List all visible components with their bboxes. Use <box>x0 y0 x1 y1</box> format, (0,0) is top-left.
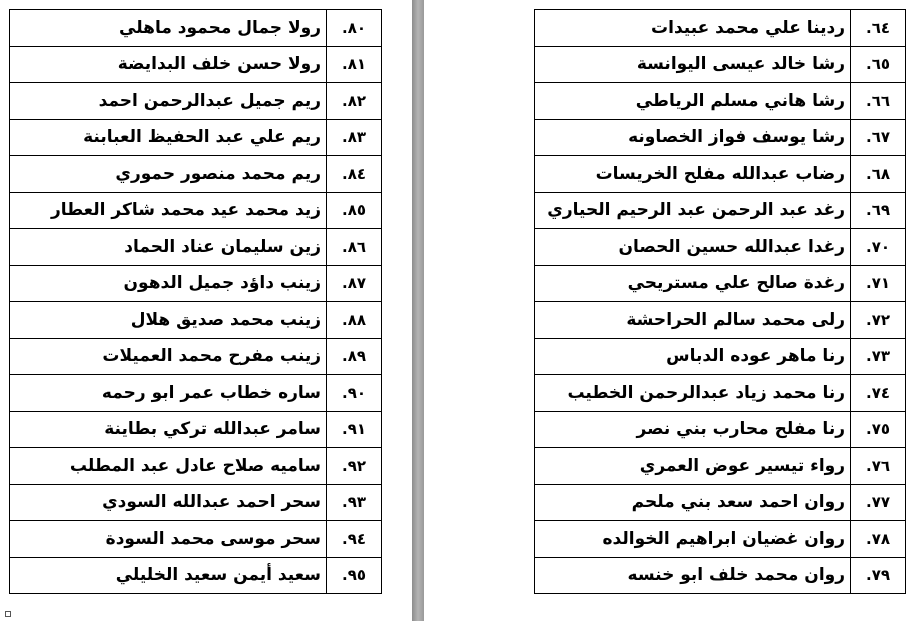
student-name: ساره خطاب عمر ابو رحمه <box>10 375 327 412</box>
row-number: ٧٧. <box>851 484 906 521</box>
row-number: ٧٤. <box>851 375 906 412</box>
table-row <box>535 484 906 521</box>
row-number: ٧٥. <box>851 411 906 448</box>
student-name: رنا مفلح محارب بني نصر <box>535 411 851 448</box>
student-name: زين سليمان عناد الحماد <box>10 229 327 266</box>
table-row <box>10 448 382 485</box>
row-number: ٨٨. <box>327 302 382 339</box>
student-name: رواء تيسير عوض العمري <box>535 448 851 485</box>
row-number: ٦٩. <box>851 192 906 229</box>
table-row <box>535 229 906 266</box>
row-number: ٧٨. <box>851 521 906 558</box>
student-name: زيد محمد عيد محمد شاكر العطار <box>10 192 327 229</box>
student-name: زينب مفرح محمد العميلات <box>10 338 327 375</box>
row-number: ٧٠. <box>851 229 906 266</box>
row-number: ٦٨. <box>851 156 906 193</box>
row-number: ٩٢. <box>327 448 382 485</box>
student-name: ريم جميل عبدالرحمن احمد <box>10 83 327 120</box>
row-number: ٦٧. <box>851 119 906 156</box>
row-number: ٧٣. <box>851 338 906 375</box>
page-divider <box>412 0 424 621</box>
row-number: ٨٧. <box>327 265 382 302</box>
student-name: رغدة صالح علي مستريحي <box>535 265 851 302</box>
student-name: ريم علي عبد الحفيظ العبابنة <box>10 119 327 156</box>
table-row <box>10 265 382 302</box>
table-row <box>535 10 906 47</box>
table-row <box>535 338 906 375</box>
table-row <box>535 192 906 229</box>
student-name: سحر موسى محمد السودة <box>10 521 327 558</box>
row-number: ٨٢. <box>327 83 382 120</box>
row-number: ٨٥. <box>327 192 382 229</box>
student-name: روان غضيان ابراهيم الخوالده <box>535 521 851 558</box>
student-name: رولا جمال محمود ماهلي <box>10 10 327 47</box>
table-row <box>535 46 906 83</box>
student-name: رشا هاني مسلم الرياطي <box>535 83 851 120</box>
corner-mark <box>5 611 11 617</box>
student-name: رشا يوسف فواز الخصاونه <box>535 119 851 156</box>
row-number: ٩٥. <box>327 557 382 594</box>
student-name: روان احمد سعد بني ملحم <box>535 484 851 521</box>
row-number: ٦٤. <box>851 10 906 47</box>
table-row <box>535 156 906 193</box>
names-table-right <box>534 9 906 594</box>
student-name: رغد عبد الرحمن عبد الرحيم الحياري <box>535 192 851 229</box>
table-row <box>10 411 382 448</box>
row-number: ٦٦. <box>851 83 906 120</box>
student-name: زينب محمد صديق هلال <box>10 302 327 339</box>
student-name: روان محمد خلف ابو خنسه <box>535 557 851 594</box>
row-number: ٧٦. <box>851 448 906 485</box>
student-name: رشا خالد عيسى اليوانسة <box>535 46 851 83</box>
row-number: ٦٥. <box>851 46 906 83</box>
table-row <box>10 338 382 375</box>
row-number: ٨٦. <box>327 229 382 266</box>
student-name: سعيد أيمن سعيد الخليلي <box>10 557 327 594</box>
row-number: ٩٠. <box>327 375 382 412</box>
student-name: سامر عبدالله تركي بطاينة <box>10 411 327 448</box>
student-name: رولا حسن خلف البدايضة <box>10 46 327 83</box>
student-name: رنا محمد زياد عبدالرحمن الخطيب <box>535 375 851 412</box>
table-row <box>535 302 906 339</box>
student-name: رغدا عبدالله حسين الحصان <box>535 229 851 266</box>
table-row <box>10 119 382 156</box>
student-name: ريم محمد منصور حموري <box>10 156 327 193</box>
row-number: ٩١. <box>327 411 382 448</box>
table-row <box>535 375 906 412</box>
row-number: ٧١. <box>851 265 906 302</box>
row-number: ٧٩. <box>851 557 906 594</box>
row-number: ٩٣. <box>327 484 382 521</box>
row-number: ٧٢. <box>851 302 906 339</box>
table-row <box>535 265 906 302</box>
table-row <box>535 521 906 558</box>
row-number: ٨٩. <box>327 338 382 375</box>
table-row <box>10 192 382 229</box>
table-row <box>535 448 906 485</box>
table-row <box>10 46 382 83</box>
student-name: ساميه صلاح عادل عبد المطلب <box>10 448 327 485</box>
table-row <box>10 521 382 558</box>
table-row <box>10 302 382 339</box>
student-name: رنا ماهر عوده الدباس <box>535 338 851 375</box>
table-row <box>10 156 382 193</box>
table-row <box>535 119 906 156</box>
table-row <box>535 557 906 594</box>
row-number: ٨٣. <box>327 119 382 156</box>
student-name: سحر احمد عبدالله السودي <box>10 484 327 521</box>
table-row <box>10 375 382 412</box>
student-name: زينب داؤد جميل الدهون <box>10 265 327 302</box>
row-number: ٨٤. <box>327 156 382 193</box>
table-row <box>10 229 382 266</box>
student-name: رلى محمد سالم الحراحشة <box>535 302 851 339</box>
row-number: ٩٤. <box>327 521 382 558</box>
row-number: ٨٠. <box>327 10 382 47</box>
table-row <box>10 557 382 594</box>
right-page <box>424 0 912 621</box>
table-row <box>10 484 382 521</box>
left-page <box>0 0 412 621</box>
student-name: ردينا علي محمد عبيدات <box>535 10 851 47</box>
names-table-left <box>9 9 382 594</box>
student-name: رضاب عبدالله مفلح الخريسات <box>535 156 851 193</box>
table-row <box>10 10 382 47</box>
row-number: ٨١. <box>327 46 382 83</box>
table-row <box>535 411 906 448</box>
table-row <box>535 83 906 120</box>
table-row <box>10 83 382 120</box>
